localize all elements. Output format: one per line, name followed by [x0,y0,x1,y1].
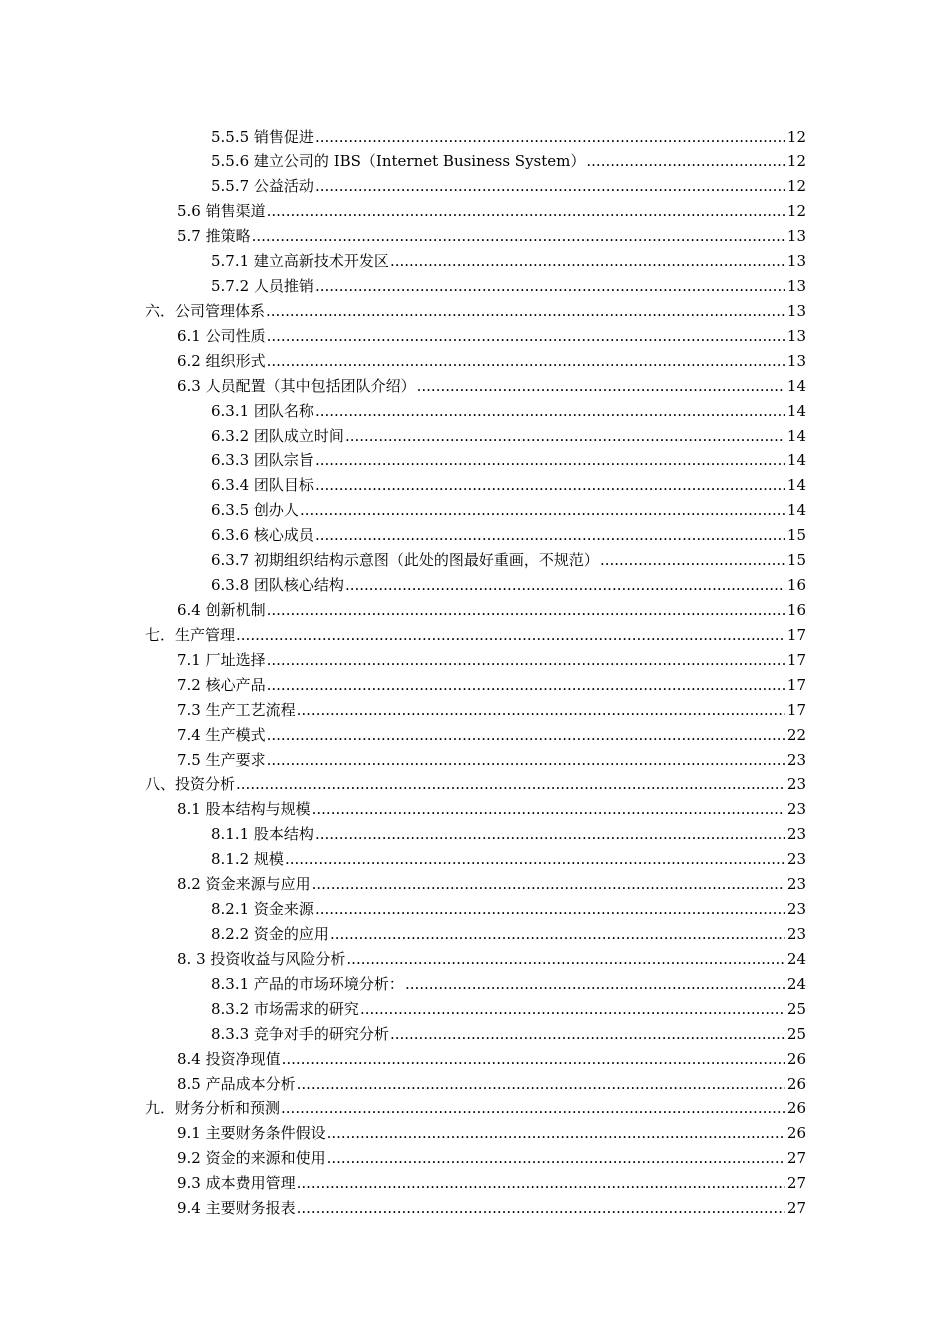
toc-entry-title: 8.3.2 市场需求的研究 [211,999,359,1018]
toc-entry[interactable] [0,947,950,972]
toc-entry[interactable] [0,299,950,324]
toc-dot-leader [315,523,785,548]
toc-entry-page-number: 13 [786,227,806,246]
toc-entry[interactable] [0,374,950,399]
toc-entry-page-number: 14 [786,426,806,445]
toc-entry[interactable] [0,1096,950,1121]
toc-entry[interactable] [0,448,950,473]
toc-entry-page-number: 23 [786,850,806,869]
toc-entry-title: 8.1.1 股本结构 [211,825,314,844]
toc-entry[interactable] [0,199,950,224]
toc-dot-leader [300,498,785,523]
toc-entry-page-number: 12 [786,152,806,171]
toc-entry-page-number: 16 [786,576,806,595]
toc-dot-leader [267,349,785,374]
toc-entry[interactable] [0,274,950,299]
toc-entry-title: 5.7.2 人员推销 [211,277,314,296]
toc-dot-leader [390,249,785,274]
toc-entry-page-number: 15 [786,526,806,545]
toc-entry-page-number: 23 [786,775,806,794]
toc-entry-title: 6.3.3 团队宗旨 [211,451,314,470]
toc-entry-page-number: 22 [786,725,806,744]
toc-entry[interactable] [0,1072,950,1097]
toc-entry[interactable] [0,723,950,748]
toc-dot-leader [281,1096,785,1121]
toc-entry-title: 6.3.7 初期组织结构示意图（此处的图最好重画，不规范） [211,551,599,570]
toc-entry-page-number: 23 [786,800,806,819]
toc-entry-title: 8.4 投资净现值 [177,1049,281,1068]
toc-entry-title: 5.6 销售渠道 [177,202,266,221]
toc-dot-leader [236,623,785,648]
toc-entry[interactable] [0,249,950,274]
toc-entry[interactable] [0,349,950,374]
toc-entry[interactable] [0,648,950,673]
toc-entry[interactable] [0,1121,950,1146]
toc-entry[interactable] [0,548,950,573]
toc-entry-page-number: 23 [786,925,806,943]
toc-entry-title: 9.3 成本费用管理 [177,1174,296,1193]
toc-entry-page-number: 17 [786,675,806,694]
toc-entry-page-number: 17 [786,700,806,719]
toc-dot-leader [236,772,785,797]
toc-entry[interactable] [0,922,950,947]
toc-dot-leader [586,149,785,174]
toc-entry-title: 7.4 生产模式 [177,725,266,744]
toc-entry[interactable] [0,473,950,498]
toc-dot-leader [297,698,785,723]
toc-entry[interactable] [0,748,950,773]
toc-entry-page-number: 17 [786,650,806,669]
toc-dot-leader [315,822,785,847]
toc-entry-title: 6.3.5 创办人 [211,501,299,520]
toc-entry[interactable] [0,1171,950,1196]
toc-entry-page-number: 27 [786,1149,806,1168]
toc-entry[interactable] [0,573,950,598]
toc-entry[interactable] [0,698,950,723]
toc-entry-page-number: 15 [786,551,806,570]
toc-entry-page-number: 14 [786,376,806,395]
toc-entry-title: 8.2.1 资金来源 [211,900,314,919]
toc-entry[interactable] [0,523,950,548]
toc-entry-title: 5.5.5 销售促进 [211,127,314,146]
toc-entry-title: 8.1 股本结构与规模 [177,800,311,819]
toc-entry-title: 9.1 主要财务条件假设 [177,1124,326,1143]
toc-dot-leader [600,548,785,573]
toc-entry[interactable] [0,399,950,424]
toc-entry-title: 9.2 资金的来源和使用 [177,1149,326,1168]
toc-entry-page-number: 23 [786,825,806,844]
toc-entry-page-number: 24 [786,949,806,968]
toc-dot-leader [390,1022,785,1047]
toc-entry-page-number: 26 [786,1074,806,1093]
toc-entry-page-number: 26 [786,1049,806,1068]
toc-entry-page-number: 23 [786,875,806,894]
toc-entry-page-number: 13 [786,252,806,271]
toc-entry-title: 8.2 资金来源与应用 [177,875,311,894]
toc-entry-title: 6.1 公司性质 [177,326,266,345]
toc-dot-leader [282,1047,785,1072]
toc-entry-title: 6.4 创新机制 [177,601,266,620]
toc-entry-title: 5.5.7 公益活动 [211,177,314,196]
toc-entry-page-number: 17 [786,625,806,644]
toc-dot-leader [345,424,785,449]
toc-entry[interactable] [0,174,950,199]
toc-dot-leader [297,1196,785,1221]
toc-entry[interactable] [0,623,950,648]
toc-entry-title: 8.1.2 规模 [211,850,284,869]
toc-entry-title: 5.5.6 建立公司的 IBS（Internet Business System） [211,152,586,171]
toc-entry[interactable] [0,872,950,897]
toc-entry[interactable] [0,324,950,349]
toc-dot-leader [297,1171,785,1196]
toc-entry-title: 5.7 推策略 [177,227,251,246]
toc-dot-leader [312,872,785,897]
toc-entry-page-number: 26 [786,1099,806,1118]
toc-dot-leader [267,324,785,349]
toc-dot-leader [315,399,785,424]
toc-entry[interactable] [0,1047,950,1072]
toc-entry-page-number: 13 [786,277,806,296]
toc-entry-title: 7.2 核心产品 [177,675,266,694]
toc-entry-title: 6.3 人员配置（其中包括团队介绍） [177,376,416,395]
toc-dot-leader [327,1146,785,1171]
toc-dot-leader [297,1072,785,1097]
toc-dot-leader [267,199,785,224]
toc-entry-title: 6.2 组织形式 [177,351,266,370]
toc-entry[interactable] [0,673,950,698]
table-of-contents [0,125,950,1222]
toc-dot-leader [346,947,785,972]
toc-entry-page-number: 27 [786,1174,806,1193]
toc-entry-page-number: 24 [786,974,806,993]
toc-entry-title: 七．生产管理 [145,625,236,644]
toc-dot-leader [267,748,785,773]
toc-dot-leader [405,972,785,997]
toc-entry-page-number: 27 [786,1199,806,1218]
toc-entry[interactable] [0,598,950,623]
toc-entry-page-number: 13 [786,301,806,320]
toc-entry[interactable] [0,797,950,822]
toc-entry-page-number: 14 [786,476,806,495]
toc-dot-leader [360,997,785,1022]
toc-entry-title: 九．财务分析和预测 [145,1099,281,1118]
toc-entry-title: 7.5 生产要求 [177,750,266,769]
toc-entry-page-number: 14 [786,401,806,420]
toc-entry-page-number: 13 [786,326,806,345]
toc-dot-leader [252,224,785,249]
toc-dot-leader [315,274,785,299]
toc-entry-page-number: 12 [786,177,806,196]
toc-entry-title: 8.3.1 产品的市场环境分析： [211,974,404,993]
toc-entry[interactable] [0,822,950,847]
toc-entry[interactable] [0,847,950,872]
toc-entry-title: 6.3.2 团队成立时间 [211,426,344,445]
toc-entry[interactable] [0,772,950,797]
toc-entry-page-number: 12 [786,202,806,221]
toc-dot-leader [267,723,785,748]
toc-entry-title: 9.4 主要财务报表 [177,1199,296,1218]
toc-entry-title: 8.2.2 资金的应用 [211,925,329,943]
toc-entry[interactable] [0,897,950,922]
toc-entry[interactable] [0,1022,950,1047]
toc-dot-leader [315,448,785,473]
toc-entry[interactable] [0,1146,950,1171]
toc-entry[interactable] [0,149,950,174]
toc-entry-page-number: 16 [786,601,806,620]
toc-entry[interactable] [0,1196,950,1221]
toc-entry[interactable] [0,125,950,150]
toc-entry-page-number: 25 [786,999,806,1018]
toc-dot-leader [266,299,785,324]
toc-entry-title: 7.3 生产工艺流程 [177,700,296,719]
toc-entry-title: 6.3.4 团队目标 [211,476,314,495]
toc-entry[interactable] [0,997,950,1022]
toc-entry-title: 8.3.3 竞争对手的研究分析 [211,1024,389,1043]
toc-dot-leader [285,847,785,872]
toc-dot-leader [315,473,785,498]
toc-entry-page-number: 23 [786,750,806,769]
toc-entry-title: 5.7.1 建立高新技术开发区 [211,252,389,271]
toc-entry-page-number: 13 [786,351,806,370]
toc-dot-leader [417,374,785,399]
toc-entry-page-number: 14 [786,451,806,470]
toc-entry[interactable] [0,498,950,523]
toc-dot-leader [267,673,785,698]
toc-entry-page-number: 23 [786,900,806,919]
toc-entry-page-number: 14 [786,501,806,520]
toc-entry-title: 7.1 厂址选择 [177,650,266,669]
toc-dot-leader [327,1121,785,1146]
toc-dot-leader [267,648,785,673]
toc-dot-leader [312,797,785,822]
toc-entry[interactable] [0,424,950,449]
toc-entry-title: 6.3.6 核心成员 [211,526,314,545]
toc-entry-page-number: 12 [786,127,806,146]
toc-entry-page-number: 26 [786,1124,806,1143]
toc-entry[interactable] [0,972,950,997]
toc-entry-title: 8. 3 投资收益与风险分析 [177,949,346,968]
toc-dot-leader [315,174,785,199]
toc-dot-leader [315,897,785,922]
toc-entry-title: 8.5 产品成本分析 [177,1074,296,1093]
toc-dot-leader [267,598,785,623]
toc-dot-leader [330,922,785,947]
toc-entry[interactable] [0,224,950,249]
toc-dot-leader [315,125,785,150]
toc-entry-title: 八、投资分析 [145,775,236,794]
toc-entry-title: 6.3.8 团队核心结构 [211,576,344,595]
toc-entry-title: 六．公司管理体系 [145,301,266,320]
toc-entry-page-number: 25 [786,1024,806,1043]
toc-entry-title: 6.3.1 团队名称 [211,401,314,420]
toc-dot-leader [345,573,785,598]
